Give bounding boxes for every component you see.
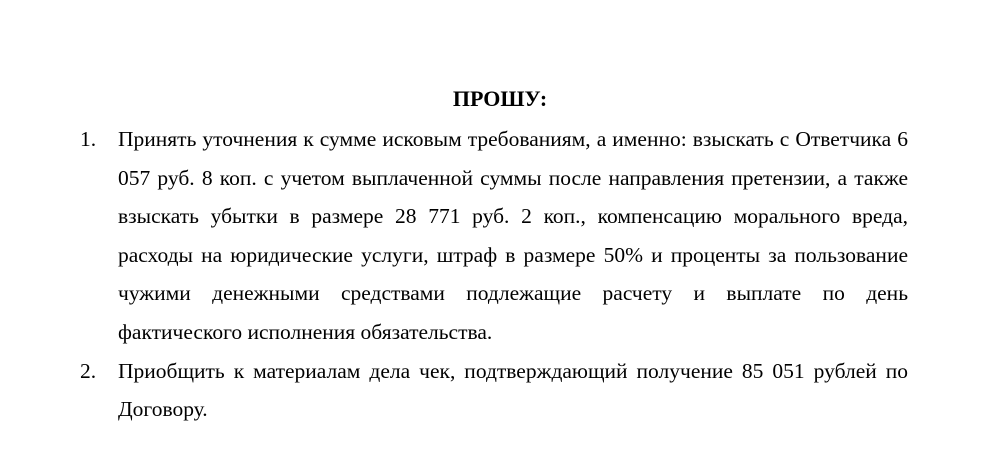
request-item-text: Принять уточнения к сумме исковым требованиям, а именно: взыскать с Ответчика 6 057 руб. 8 коп. с учетом выплаченной суммы после направления претензии, а также взыскать убытки в размере 28 771 руб. 2 коп., компенсацию морального вреда, расходы на юридические услуги, штраф в размере 50% и проценты за пользование чужими денежными средствами подлежащие расчету и выплате по день фактического исполнения обязательства.: [118, 127, 908, 344]
request-item-number: 2.: [80, 358, 97, 383]
request-list: [0, 120, 1000, 429]
request-item-number: 1.: [80, 127, 97, 151]
document-heading: ПРОШУ:: [452, 86, 548, 111]
request-item-text: Приобщить к материалам дела чек, подтверждающий получение 85 051 рублей по Договору.: [118, 358, 908, 422]
request-item-2: [0, 352, 908, 429]
request-item-1: [0, 120, 908, 352]
